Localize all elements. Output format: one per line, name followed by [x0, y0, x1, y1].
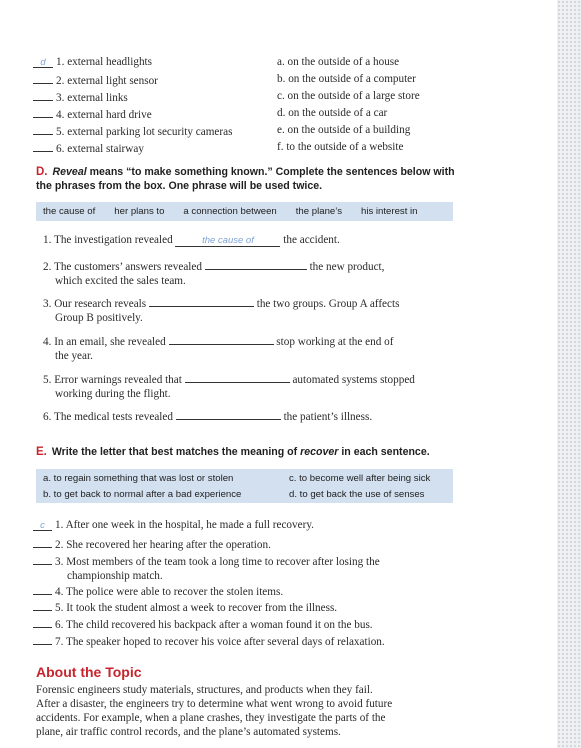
answer-blank[interactable]: [33, 633, 52, 645]
sentence-continuation: which excited the sales team.: [55, 275, 186, 287]
d-item-4: [43, 333, 463, 363]
answer-blank[interactable]: [149, 295, 254, 307]
about-line: Forensic engineers study materials, structures, and products when they fail.: [36, 684, 373, 696]
match-item-text: 3. external links: [56, 92, 128, 104]
phrase-box: [36, 202, 453, 221]
e-item-text: 4. The police were able to recover the stolen items.: [55, 586, 284, 598]
match-item-text: 6. external stairway: [56, 143, 144, 155]
item-number: 1.: [43, 234, 52, 246]
answer-blank[interactable]: [33, 536, 52, 548]
sentence-continuation: working during the flight.: [55, 388, 171, 400]
match-item-3: [33, 89, 128, 103]
answer-blank[interactable]: [33, 583, 52, 595]
definition-b: b. to get back to normal after a bad experience: [43, 489, 242, 500]
sentence-start: In an email, she revealed: [54, 336, 166, 348]
e-item-3: [33, 553, 380, 583]
section-d-word: Reveal: [52, 166, 87, 178]
sentence-start: The investigation revealed: [54, 234, 173, 246]
e-item-text: 6. The child recovered his backpack after a woman found it on the bus.: [55, 619, 373, 631]
match-item-6: [33, 140, 144, 154]
answer-blank[interactable]: [169, 333, 274, 345]
phrase-option: the plane’s: [295, 206, 342, 217]
e-item-5: [33, 599, 337, 615]
e-item-text: 7. The speaker hoped to recover his voice after several days of relaxation.: [55, 636, 385, 648]
definition-a: a. to regain something that was lost or stolen: [43, 473, 234, 484]
match-option-c: c. on the outside of a large store: [277, 90, 420, 102]
answer-blank[interactable]: [33, 106, 53, 118]
match-item-4: [33, 106, 152, 120]
phrase-option: his interest in: [361, 206, 418, 217]
about-line: accidents. For example, when a plane crashes, they investigate the parts of the: [36, 712, 386, 724]
e-item-text: 2. She recovered her hearing after the operation.: [55, 539, 271, 551]
e-item-text: 1. After one week in the hospital, he made a full recovery.: [55, 519, 314, 531]
d-item-6: [43, 408, 463, 424]
e-item-continuation: championship match.: [67, 570, 163, 582]
match-item-text: 4. external hard drive: [56, 109, 152, 121]
match-item-text: 5. external parking lot security cameras: [56, 126, 233, 138]
e-item-6: [33, 616, 373, 632]
item-number: 2.: [43, 261, 52, 273]
about-heading: About the Topic: [36, 664, 142, 680]
about-line: plane, air traffic control records, and the plane’s automated systems.: [36, 726, 341, 738]
match-item-5: [33, 123, 232, 137]
sentence-start: The customers’ answers revealed: [54, 261, 202, 273]
sentence-end: the accident.: [283, 234, 340, 246]
item-number: 3.: [43, 298, 52, 310]
match-item-text: 1. external headlights: [56, 56, 152, 68]
phrase-option: a connection between: [183, 206, 277, 217]
answer-blank[interactable]: c: [33, 519, 52, 531]
item-number: 4.: [43, 336, 52, 348]
page-margin-pattern: [557, 0, 581, 748]
sentence-start: The medical tests revealed: [54, 411, 173, 423]
e-item-text: 5. It took the student almost a week to recover from the illness.: [55, 602, 338, 614]
answer-blank[interactable]: the cause of: [175, 234, 280, 247]
about-paragraph: [36, 683, 461, 739]
answer-blank[interactable]: [205, 258, 307, 270]
match-option-a: a. on the outside of a house: [277, 56, 400, 68]
item-number: 5.: [43, 374, 52, 386]
section-e-word: recover: [300, 446, 339, 458]
section-e-instructions: [36, 445, 466, 459]
definition-c: c. to become well after being sick: [289, 473, 431, 484]
match-option-f: f. to the outside of a website: [277, 141, 404, 153]
answer-blank[interactable]: [33, 140, 53, 152]
sentence-end: the patient’s illness.: [283, 411, 373, 423]
section-e-letter: E.: [36, 446, 47, 458]
definitions-box: [36, 469, 453, 503]
e-item-1: [33, 518, 314, 532]
match-option-e: e. on the outside of a building: [277, 124, 411, 136]
about-line: After a disaster, the engineers try to determine what went wrong to avoid future: [36, 698, 393, 710]
match-option-d: d. on the outside of a car: [277, 107, 388, 119]
section-d-letter: D.: [36, 166, 48, 178]
answer-blank[interactable]: [33, 72, 53, 84]
answer-blank[interactable]: [185, 371, 290, 383]
e-item-2: [33, 536, 271, 552]
item-number: 6.: [43, 411, 52, 423]
section-d-instructions: [36, 165, 456, 193]
answer-blank[interactable]: d: [33, 56, 53, 68]
answer-blank[interactable]: [33, 123, 53, 135]
answer-blank[interactable]: [33, 599, 52, 611]
phrase-option: her plans to: [114, 206, 165, 217]
sentence-start: Our research reveals: [54, 298, 147, 310]
match-item-text: 2. external light sensor: [56, 75, 158, 87]
section-e-instruction-text: Write the letter that best matches the meaning of: [51, 446, 301, 458]
section-e-instruction-end: in each sentence.: [338, 446, 430, 458]
section-d-instruction-text: means “to make something known.” Complete the sentences below with the phrases from the box. One phrase will be used twice.: [36, 166, 455, 192]
sentence-end: stop working at the end of: [276, 336, 394, 348]
sentence-start: Error warnings revealed that: [54, 374, 182, 386]
e-item-4: [33, 583, 283, 599]
match-item-1: [33, 55, 152, 69]
answer-blank[interactable]: [33, 616, 52, 628]
e-item-text: 3. Most members of the team took a long time to recover after losing the: [55, 556, 380, 568]
answer-blank[interactable]: [33, 89, 53, 101]
d-item-2: [43, 258, 463, 288]
match-option-b: b. on the outside of a computer: [277, 73, 416, 85]
answer-blank[interactable]: [33, 553, 52, 565]
d-item-3: [43, 295, 463, 325]
sentence-continuation: Group B positively.: [55, 312, 143, 324]
sentence-end: automated systems stopped: [292, 374, 415, 386]
d-item-1: [43, 233, 463, 247]
sentence-end: the two groups. Group A affects: [256, 298, 400, 310]
sentence-continuation: the year.: [55, 350, 93, 362]
phrase-option: the cause of: [43, 206, 96, 217]
e-item-7: [33, 633, 385, 649]
sentence-end: the new product,: [309, 261, 385, 273]
definition-d: d. to get back the use of senses: [289, 489, 425, 500]
match-item-2: [33, 72, 158, 86]
d-item-5: [43, 371, 463, 401]
answer-blank[interactable]: [176, 408, 281, 420]
